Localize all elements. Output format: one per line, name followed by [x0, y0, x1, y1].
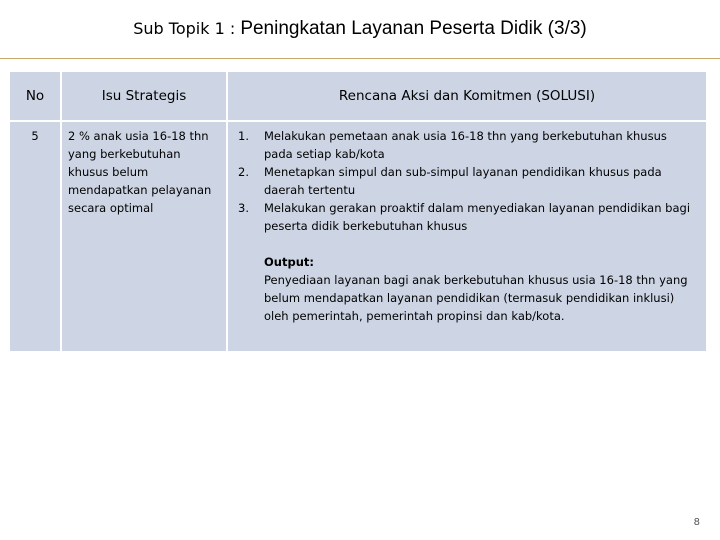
header-solusi: Rencana Aksi dan Komitmen (SOLUSI): [228, 72, 706, 122]
cell-no: 5: [10, 122, 62, 353]
step-number: 2.: [238, 165, 249, 179]
step-number: 3.: [238, 201, 249, 215]
list-item: [238, 199, 696, 235]
page-number: 8: [693, 517, 700, 528]
slide-title-main: Peningkatan Layanan Peserta Didik (3/3): [240, 18, 587, 39]
cell-isu-strategis: 2 % anak usia 16-18 thn yang berkebutuhan khusus belum mendapatkan pelayanan secara optimal: [62, 122, 228, 353]
table-row: [10, 122, 706, 353]
list-item: [238, 163, 696, 199]
output-label: Output:: [264, 255, 314, 269]
slide-title-prefix: Sub Topik 1 :: [133, 19, 241, 38]
header-isu-strategis: Isu Strategis: [62, 72, 228, 122]
table-header-row: [10, 72, 706, 122]
step-text: Melakukan pemetaan anak usia 16-18 thn yang berkebutuhan khusus pada setiap kab/kota: [264, 129, 667, 161]
strategy-table: [10, 72, 706, 353]
header-no: No: [10, 72, 62, 122]
list-item: [238, 127, 696, 163]
step-text: Menetapkan simpul dan sub-simpul layanan pendidikan khusus pada daerah tertentu: [264, 165, 662, 197]
title-divider: [0, 58, 720, 59]
slide-title: [0, 18, 720, 40]
step-text: Melakukan gerakan proaktif dalam menyediakan layanan pendidikan bagi peserta didik berkebutuhan khusus: [264, 201, 691, 233]
action-steps-list: [238, 127, 696, 235]
cell-solusi: [228, 122, 706, 353]
output-block: [238, 253, 696, 325]
step-number: 1.: [238, 129, 249, 143]
output-text: Penyediaan layanan bagi anak berkebutuhan khusus usia 16-18 thn yang belum mendapatkan layanan pendidikan (termasuk pendidikan inklusi) oleh pemerintah, pemerintah propinsi dan kab/kota.: [264, 273, 688, 323]
